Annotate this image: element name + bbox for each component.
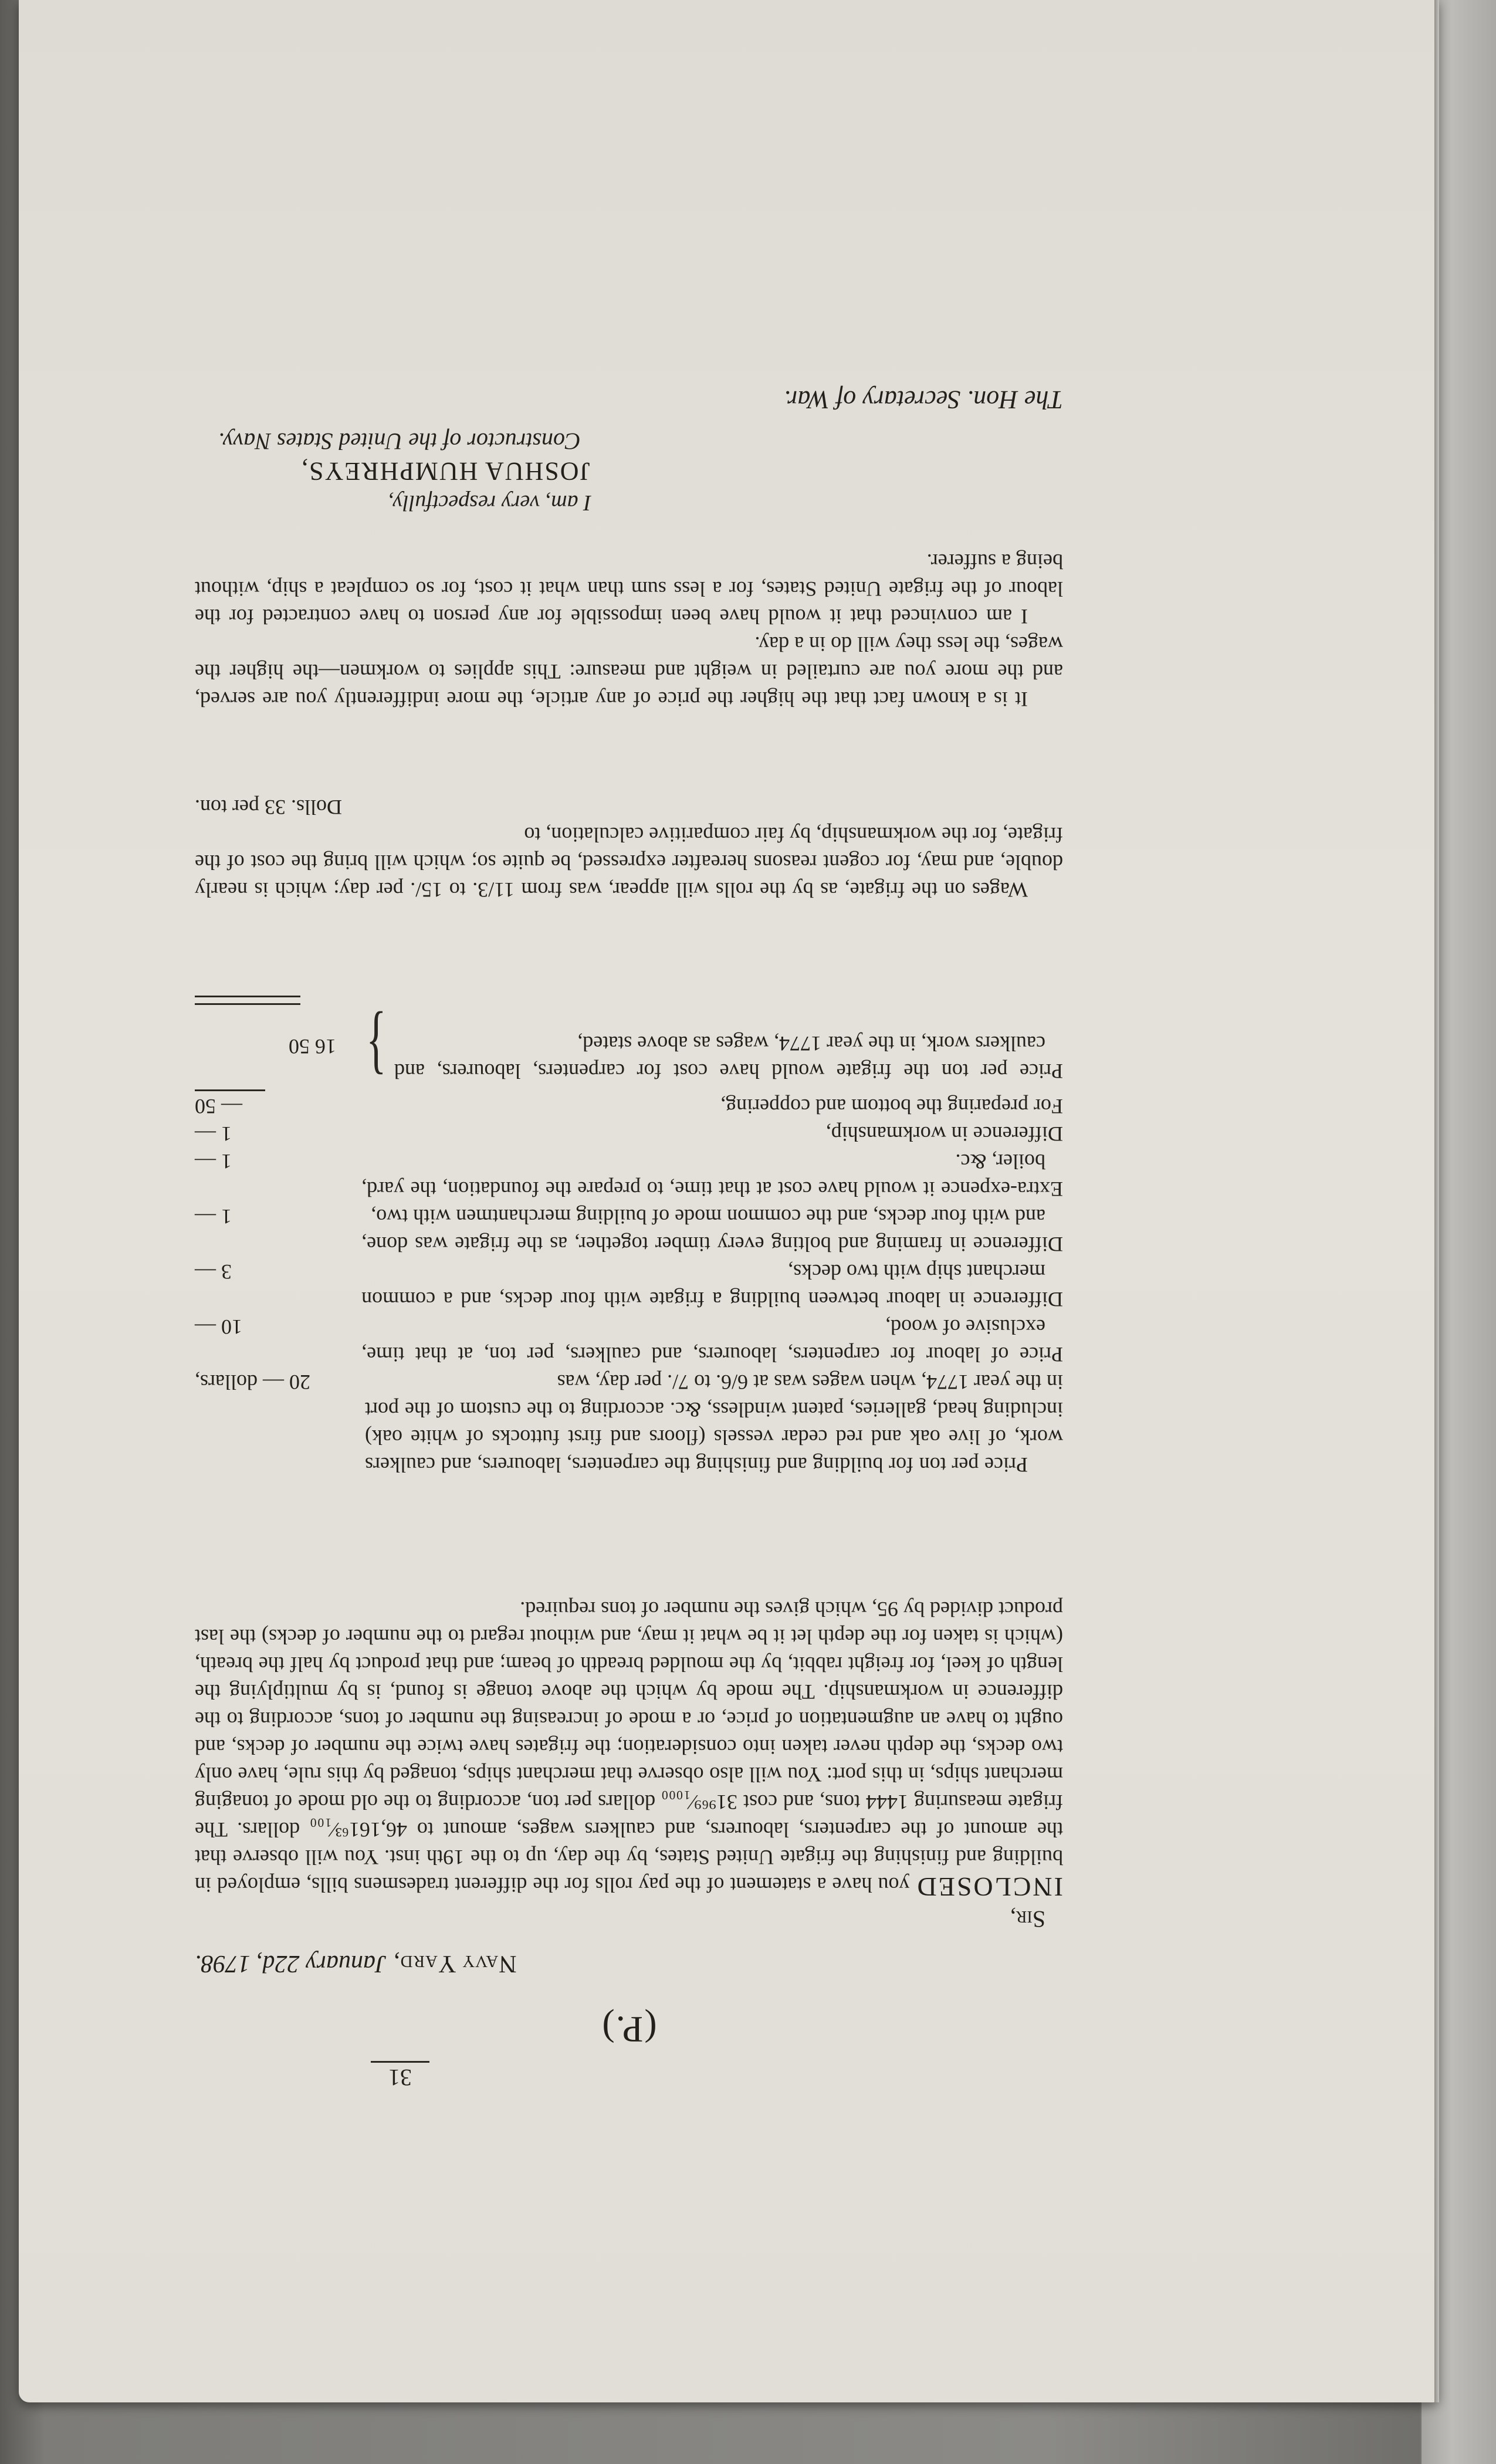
dateline-place: Navy Yard, — [393, 1950, 517, 1977]
cost-total-row — [195, 1004, 1063, 1089]
cost-row-label: Extra-expence it would have cost at that time, to prepare the foundation, the yard, boiler, &c. — [361, 1150, 1063, 1201]
cost-total-value: 16 50 — [289, 1035, 336, 1059]
inverted-printed-content — [19, 0, 1439, 2402]
cost-intro-value: 20 — dollars, — [195, 1370, 310, 1394]
cost-row — [195, 1313, 1063, 1368]
cost-row-label: For preparing the bottom and coppering, — [720, 1095, 1063, 1118]
cost-row-value: 1 — — [195, 1122, 232, 1146]
cost-intro-row — [195, 1368, 1063, 1478]
dateline — [195, 1949, 517, 1977]
paragraph: I am convinced that it would have been impossible for any person to have contracted for the labour of the frigate United States, for a less sum than what it cost, for so compleat a ship, without being a sufferer. — [195, 550, 1063, 628]
double-rule — [195, 996, 300, 1005]
document-page — [19, 0, 1439, 2402]
addressee: The Hon. Secretary of War. — [784, 385, 1063, 414]
cost-row-label: Difference in labour between building a frigate with four decks, and a common merchant ship with two decks, — [361, 1260, 1063, 1311]
page-number: 31 — [371, 2061, 429, 2091]
cost-row — [195, 1092, 1063, 1120]
cost-row — [195, 1203, 1063, 1258]
complimentary-close: I am, very respectfully, — [388, 490, 591, 515]
cost-row-label: Price of labour for carpenters, labourers, and caulkers, per ton, at that time, exclusive of wood, — [361, 1315, 1063, 1366]
intro-paragraph — [195, 1595, 1063, 1901]
brace-glyph: } — [366, 1004, 387, 1089]
cost-row-value: 1 — — [195, 1205, 232, 1228]
cost-row — [195, 1258, 1063, 1313]
cost-row-value: — 50 — [195, 1095, 242, 1118]
wages-value: Dolls. 33 per ton. — [195, 796, 342, 819]
salutation: Sir, — [1010, 1906, 1045, 1932]
sum-rule — [195, 1089, 265, 1091]
opening-word: INCLOSED — [915, 1872, 1063, 1902]
page-fold-shadow — [1434, 0, 1439, 2402]
closing — [195, 386, 1063, 516]
body-paragraphs — [195, 547, 1063, 713]
section-label: (P.) — [601, 2009, 657, 2050]
cost-row-value: 3 — — [195, 1260, 232, 1284]
cost-row — [195, 1120, 1063, 1148]
signer-title: Constructor of the United States Navy. — [218, 428, 581, 455]
signature: JOSHUA HUMPHREYS, — [300, 457, 590, 486]
paragraph: It is a known fact that the higher the price of any article, the more indifferently you are served, and the more you are curtailed in weight and measure: This applies to workmen—the higher the wages, the less they will do in a day. — [195, 632, 1063, 711]
cost-table — [195, 992, 1063, 1478]
cost-intro-label: Price per ton for building and finishing the carpenters, labourers, and caulkers work, of live oak and red cedar vessels (floors and first futtocks of white oak) including head, galleries, patent windless, &c. according to the custom of the port in the year 1774, when wages was at 6/6. to 7/. per day, was — [365, 1370, 1063, 1477]
wages-paragraph — [195, 793, 1063, 903]
wages-text: Wages on the frigate, as by the rolls will appear, was from 11/3. to 15/. per day; which is nearly double, and may, for cogent reasons hereafter expressed, be quite so; which will bring the cost of the frigate, for the workmanship, by fair comparitive calculation, to — [195, 823, 1063, 902]
cost-row-value: 10 — — [195, 1315, 242, 1339]
cost-total-label: Price per ton the frigate would have cost for carpenters, labourers, and caulkers work, in the year 1774, wages as above stated, — [394, 1032, 1063, 1083]
dateline-date: January 22d, 1798. — [195, 1950, 387, 1977]
intro-text: you have a statement of the pay rolls for the different tradesmens bills, employed in building and finishing the frigate United States, by the day, up to the 19th inst. You will observe that the amount of the carpenters, labourers, and caulkers wages, amount to 46,161⁶³⁄₁₀₀ dollars. The frigate measuring 1444 tons, and cost 31⁹⁶⁹⁄₁₀₀₀ dollars per ton, according to the old mode of tonaging merchant ships, in this port: You will also observe that merchant ships, tonaged by this rule, have only two decks, the depth never taken into consideration; the frigates have twice the number of decks, and ought to have an augmentation of price, or a mode of increasing the number of tons, according to the difference in workmanship. The mode by which the above tonage is found, is by multiplying the length of keel, for freight rabbit, by the moulded breadth of beam; and that product by half the breath, (which is taken for the depth let it be what it may, and without regard to the number of decks) the last product divided by 95, which gives the number of tons required. — [194, 1597, 1063, 1897]
cost-row-label: Difference in workmanship, — [825, 1122, 1063, 1146]
cost-row — [195, 1148, 1063, 1203]
cost-row-value: 1 — — [195, 1150, 232, 1173]
wages-value-line — [195, 793, 1063, 821]
cost-row-label: Difference in framing and bolting every timber together, as the frigate was done, and with four decks, and the common mode of building merchantmen with two, — [361, 1205, 1063, 1256]
